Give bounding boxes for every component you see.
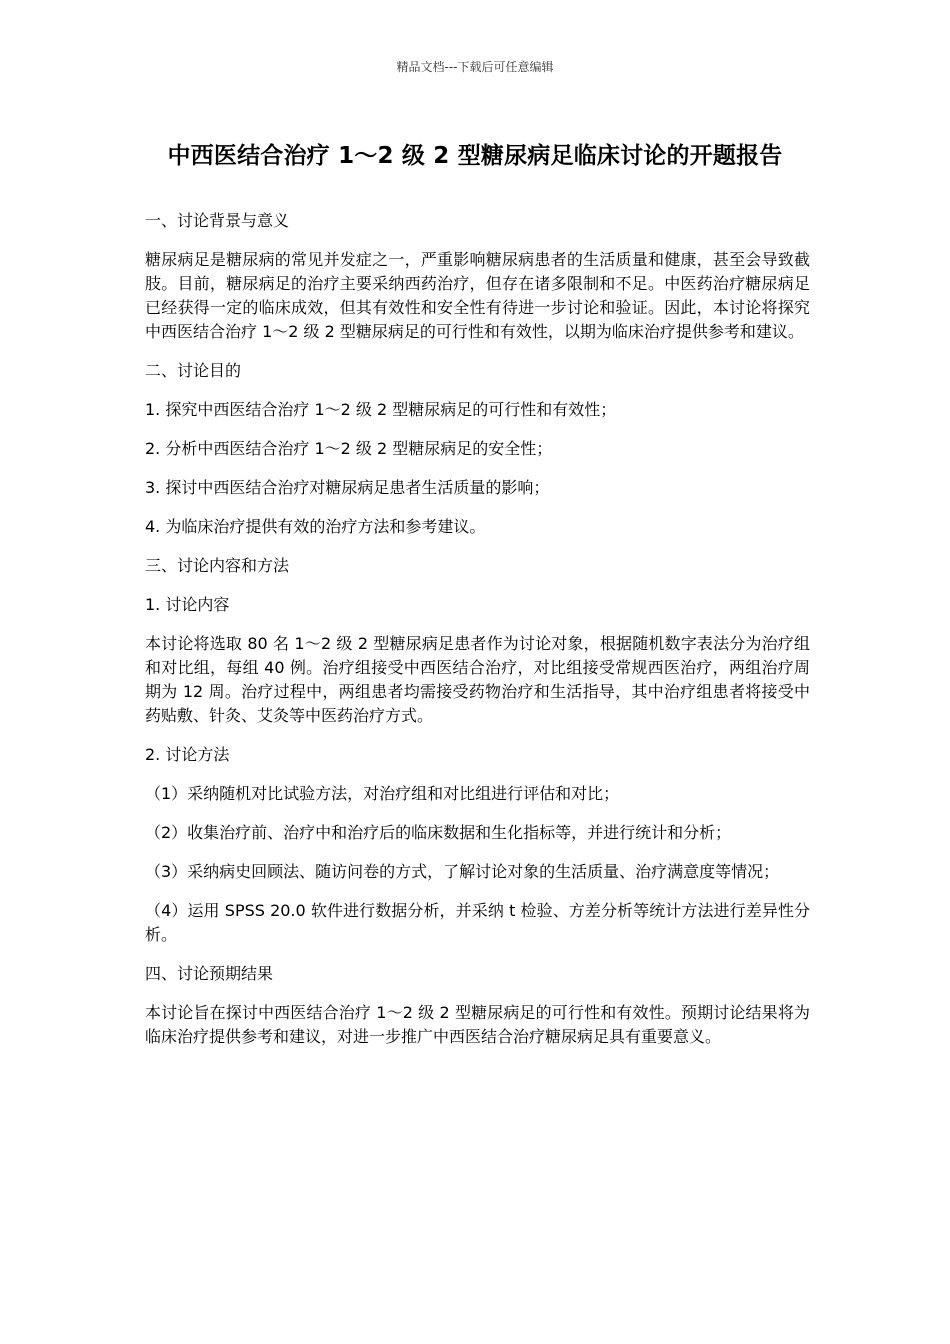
document-body bbox=[145, 209, 810, 1064]
section-heading-expected-results: 四、讨论预期结果 bbox=[145, 964, 274, 983]
section-heading-background: 一、讨论背景与意义 bbox=[145, 211, 290, 230]
section-body-background: 糖尿病足是糖尿病的常见并发症之一，严重影响糖尿病患者的生活质量和健康，甚至会导致截肢。目前，糖尿病足的治疗主要采纳西药治疗，但存在诸多限制和不足。中医药治疗糖尿病足已经获得一定的临床成效，但其有效性和安全性有待进一步讨论和验证。因此，本讨论将探究中西医结合治疗 1～2 级 2 型糖尿病足的可行性和有效性，以期为临床治疗提供参考和建议。 bbox=[145, 250, 810, 341]
method-item: （1）采纳随机对比试验方法，对治疗组和对比组进行评估和对比； bbox=[145, 784, 620, 803]
method-item: （4）运用 SPSS 20.0 软件进行数据分析，并采纳 t 检验、方差分析等统计方法进行差异性分析。 bbox=[145, 901, 810, 944]
purpose-item: 1. 探究中西医结合治疗 1～2 级 2 型糖尿病足的可行性和有效性； bbox=[145, 400, 617, 419]
purpose-item: 3. 探讨中西医结合治疗对糖尿病足患者生活质量的影响； bbox=[145, 478, 550, 497]
subsection-heading-methods: 2. 讨论方法 bbox=[145, 745, 230, 764]
method-item: （2）收集治疗前、治疗中和治疗后的临床数据和生化指标等，并进行统计和分析； bbox=[145, 823, 732, 842]
purpose-item: 4. 为临床治疗提供有效的治疗方法和参考建议。 bbox=[145, 517, 486, 536]
section-heading-content-methods: 三、讨论内容和方法 bbox=[145, 556, 290, 575]
purpose-item: 2. 分析中西医结合治疗 1～2 级 2 型糖尿病足的安全性； bbox=[145, 439, 553, 458]
header-note: 精品文档---下载后可任意编辑 bbox=[396, 60, 554, 74]
subsection-heading-content: 1. 讨论内容 bbox=[145, 595, 230, 614]
section-body-expected-results: 本讨论旨在探讨中西医结合治疗 1～2 级 2 型糖尿病足的可行性和有效性。预期讨论结果将为临床治疗提供参考和建议，对进一步推广中西医结合治疗糖尿病足具有重要意义。 bbox=[145, 1003, 810, 1046]
subsection-body-content: 本讨论将选取 80 名 1～2 级 2 型糖尿病足患者作为讨论对象，根据随机数字表法分为治疗组和对比组，每组 40 例。治疗组接受中西医结合治疗，对比组接受常规西医治疗，两组治疗周期为 12 周。治疗过程中，两组患者均需接受药物治疗和生活指导，其中治疗组患者将接受中药贴敷、针灸、艾灸等中医药治疗方式。 bbox=[145, 634, 810, 725]
method-item: （3）采纳病史回顾法、随访问卷的方式，了解讨论对象的生活质量、治疗满意度等情况； bbox=[145, 862, 780, 881]
section-heading-purpose: 二、讨论目的 bbox=[145, 361, 242, 380]
document-title: 中西医结合治疗 1～2 级 2 型糖尿病足临床讨论的开题报告 bbox=[167, 143, 783, 169]
